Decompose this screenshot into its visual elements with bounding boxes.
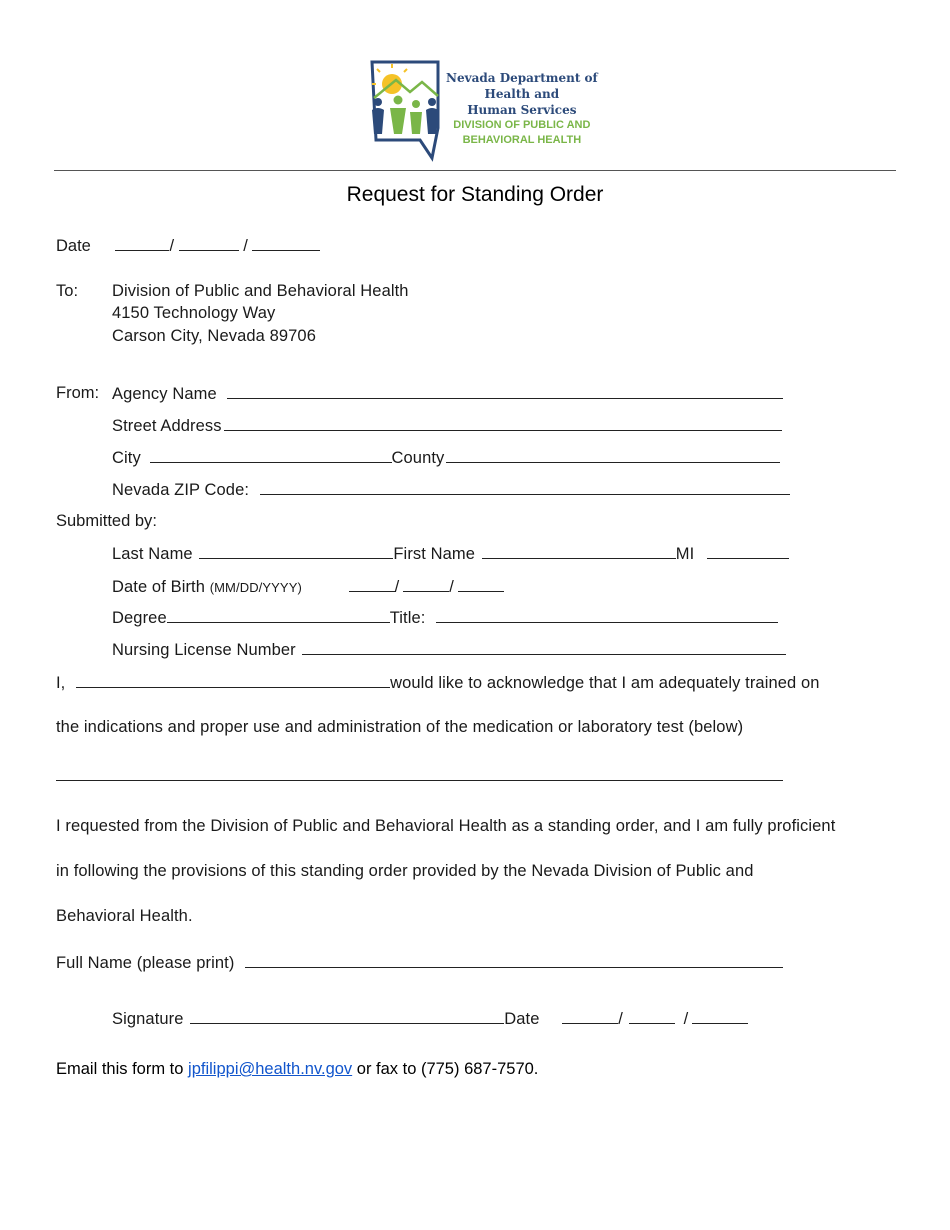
date-day-field[interactable]	[179, 236, 239, 251]
to-line2: 4150 Technology Way	[112, 304, 276, 322]
ack-i: I,	[56, 674, 66, 692]
signature-date-day-field[interactable]	[629, 1009, 675, 1024]
county-label: County	[391, 449, 445, 467]
street-address-label: Street Address	[112, 417, 222, 435]
last-name-label: Last Name	[112, 545, 193, 563]
full-name-label: Full Name (please print)	[56, 954, 235, 972]
logo-div-line1: DIVISION OF PUBLIC AND	[453, 119, 591, 131]
name-row	[112, 544, 789, 564]
ack-line2: the indications and proper use and administration of the medication or laboratory test (below)	[56, 718, 744, 736]
agency-name-row	[112, 384, 783, 404]
degree-title-row	[112, 608, 778, 628]
signature-date-sep: /	[618, 1010, 623, 1028]
date-sep: /	[243, 237, 248, 255]
dob-day-field[interactable]	[403, 577, 449, 592]
logo-div-line2: BEHAVIORAL HEALTH	[462, 134, 582, 146]
submitted-by-label-text: Submitted by	[56, 512, 153, 530]
submitted-by-colon: :	[152, 512, 157, 530]
ack-line1	[56, 673, 820, 693]
ack-line1-text: would like to acknowledge that I am adequately trained on	[390, 674, 820, 692]
mi-label: MI	[675, 545, 695, 563]
city-field[interactable]	[150, 448, 392, 463]
city-county-row	[112, 448, 780, 468]
mi-field[interactable]	[707, 544, 789, 559]
dob-year-field[interactable]	[458, 577, 504, 592]
logo-org-line1: Nevada Department of	[446, 71, 598, 85]
license-field[interactable]	[302, 640, 786, 655]
signature-date-year-field[interactable]	[692, 1009, 748, 1024]
footer-instructions	[56, 1060, 538, 1079]
county-field[interactable]	[446, 448, 780, 463]
signature-date-sep: /	[683, 1010, 689, 1028]
date-label: Date	[56, 237, 91, 255]
logo-text	[446, 70, 598, 148]
medication-test-field[interactable]	[56, 766, 783, 781]
license-label: Nursing License Number	[112, 641, 296, 659]
signature-date-month-field[interactable]	[562, 1009, 618, 1024]
logo-org-line2: Health and	[484, 87, 560, 101]
to-line1: Division of Public and Behavioral Health	[112, 282, 409, 300]
ack-name-field[interactable]	[76, 673, 390, 688]
degree-field[interactable]	[167, 608, 390, 623]
date-year-field[interactable]	[252, 236, 320, 251]
logo-org-line3: Human Services	[467, 103, 577, 117]
street-address-field[interactable]	[224, 416, 782, 431]
full-name-field[interactable]	[245, 953, 783, 968]
from-label-text: From	[56, 384, 95, 402]
title-field[interactable]	[436, 608, 778, 623]
to-line3: Carson City, Nevada 89706	[112, 327, 316, 345]
date-sep: /	[169, 237, 175, 255]
from-colon: :	[94, 384, 100, 402]
dob-sep: /	[394, 578, 400, 596]
zip-label: Nevada ZIP Code:	[112, 481, 250, 499]
street-address-row	[112, 416, 782, 436]
page-title: Request for Standing Order	[346, 183, 604, 206]
title-label: Title:	[389, 609, 426, 627]
email-link[interactable]: jpfilippi@health.nv.gov	[188, 1060, 353, 1078]
to-label	[56, 282, 78, 301]
date-row	[56, 236, 320, 256]
agency-name-field[interactable]	[227, 384, 783, 399]
dob-label: Date of Birth	[112, 578, 206, 596]
first-name-label: First Name	[393, 545, 476, 563]
signature-date-label: Date	[504, 1010, 540, 1028]
signature-label: Signature	[112, 1010, 184, 1028]
submitted-by-label	[56, 512, 157, 531]
para-line3: Behavioral Health.	[56, 907, 193, 925]
dob-sep: /	[449, 578, 454, 596]
zip-field[interactable]	[260, 480, 790, 495]
to-colon: :	[73, 282, 79, 300]
degree-label: Degree	[112, 609, 167, 627]
header-divider	[54, 170, 896, 171]
from-label	[56, 384, 99, 403]
para-line1: I requested from the Division of Public and Behavioral Health as a standing order, and I am fully proficient	[56, 817, 836, 835]
footer-suffix: or fax to (775) 687-7570.	[356, 1060, 539, 1078]
dob-row	[112, 577, 504, 597]
first-name-field[interactable]	[482, 544, 676, 559]
signature-field[interactable]	[190, 1009, 504, 1024]
para-line2: in following the provisions of this standing order provided by the Nevada Division of Public and	[56, 862, 754, 880]
date-month-field[interactable]	[115, 236, 169, 251]
license-row	[112, 640, 786, 660]
dob-format-hint: (MM/DD/YYYY)	[209, 580, 302, 595]
city-label: City	[112, 449, 141, 467]
signature-row	[112, 1009, 748, 1029]
dob-month-field[interactable]	[349, 577, 395, 592]
full-name-row	[56, 953, 783, 973]
last-name-field[interactable]	[199, 544, 393, 559]
agency-name-label: Agency Name	[112, 385, 217, 403]
to-label-text: To	[56, 282, 74, 300]
zip-row	[112, 480, 790, 500]
footer-prefix: Email this form to	[56, 1060, 184, 1078]
